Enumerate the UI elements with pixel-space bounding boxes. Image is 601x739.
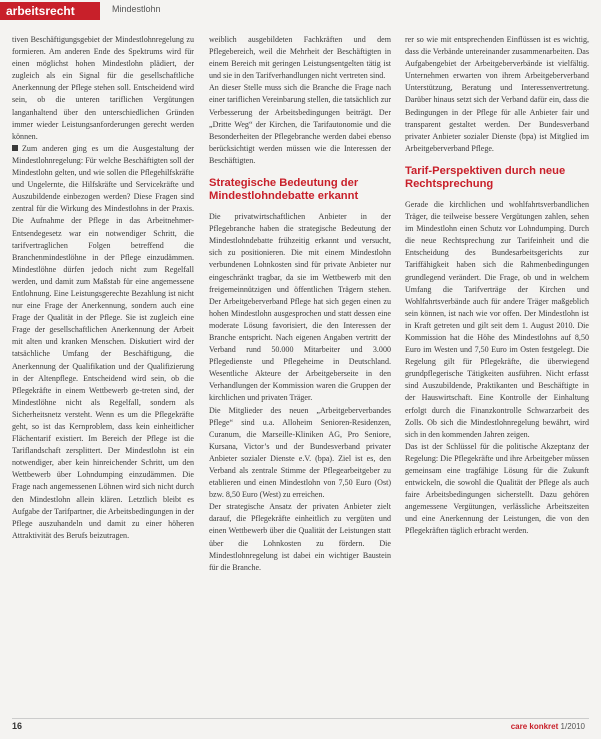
subheading: Strategische Bedeutung der Mindestlohndebatte erkannt bbox=[209, 177, 359, 203]
page-footer bbox=[0, 718, 601, 739]
paragraph-text: Zum anderen ging es um die Ausgestaltung der Mindestlohnregelung: Für welche Beschäftigten soll der Mindestlohn gelten, und wie sollen die Pflegehilfskräfte und Ungelernte, die Hilfskräfte und Servicekräfte und Auszubildende einbezogen werden? Diese Fragen sind zentral für die Wirkung des Mindestlohns in der Praxis. Die Aufnahme der Pflege in das Arbeitnehmer-Entsendegesetz war ein notwendiger Schritt, die tarifvertraglichen Folgen betreffend die Branchenmindestlöhne in der Pflege einzudämmen. Mindestlöhne dürfen jedoch nicht zum Regelfall werden, und damit zum Maßstab für eine angemessene Entlohnung. Eine Leistungsgerechte Bezahlung ist nicht nur eine Frage der Anerkennung, sondern auch eine Frage der Qualität in der Pflege. Sie ist zugleich eine Frage der gesellschaftlichen Anerkennung der Arbeit mit alten und kranken Menschen. Diskutiert wird der tatsächliche Umfang der Beschäftigung, die Anerkennung der Qualifikation und der Qualifizierung in der Altenpflege. Entscheidend wird sein, ob die Pflegekräfte in einem Wettbewerb ge-treten sind, der Mindestlöhne nicht als Regelfall, sondern als Sicherheitsnetz versteht. Wenn es um die Pflegekräfte geht, so ist das Kernproblem, dass kein einheitlicher Flächentarif existiert. Im Bereich der Pflege ist die Tariflandschaft zersplittert. Der Mindestlohn ist ein notwendiger, aber kein hinreichender Schritt, um den Wettbewerb über Lohndumping einzudämmen. Die Frage nach angemessenen Löhnen wird sich nicht durch den Mindestlohn allein klären. Letztlich bleibt es Aufgabe der Tarifpartner, die Arbeitsbedingungen in der Pflege auszuhandeln und damit zu einer höheren Attraktivität des Berufs beizutragen. bbox=[12, 143, 194, 540]
paragraph: An dieser Stelle muss sich die Branche die Frage nach einer tariflichen Vereinbarung stellen, die tatsächlich zur Verbesserung der Arbeitsbedingungen beiträgt. Der „Dritte Weg“ der Kirchen, die Tarifautonomie und die Besonderheiten der Pflegebranche werden dabei ebenso berücksichtigt werden müssen wie die Interessen der Beschäftigten. bbox=[209, 83, 391, 165]
publication-name: care konkret bbox=[510, 722, 559, 731]
paragraph: Der strategische Ansatz der privaten Anbieter zielt darauf, die Pflegekräfte einheitlich zu vergüten und einen Wettbewerb über die Qualität der Leistungen statt über die Lohnkosten zu fördern. Die Mindestlohnregelung ist dabei ein wichtiger Baustein für die Branche. bbox=[209, 502, 391, 572]
text-column-2 bbox=[209, 34, 391, 574]
paragraph: Gerade die kirchlichen und wohlfahrtsverbandlichen Träger, die teilweise bessere Vergütungen zahlen, sehen im Mindestlohn einen Schutz vor Lohndumping. Durch die neue Rechtsprechung zur Tarifeinheit und die Entscheidung des Bundesarbeitsgerichts zur Tariffähigkeit haben sich die Rahmenbedingungen grundlegend verändert. Die Frage, ob und in welchem Umfang die Tarifverträge der Kirchen und Wohlfahrtsverbände auch für andere Träger maßgeblich sein können, ist nach wie vor offen. Der Mindestlohn ist in Kraft getreten und gilt seit dem 1. August 2010. Die Kommission hat die Höhe des Mindestlohns auf 8,50 Euro im Westen und 7,50 Euro im Osten festgelegt. Die Regelung gilt für Pflegekräfte, die überwiegend grundpflegerische Tätigkeiten ausführen. Nicht erfasst sind Auszubildende, Praktikanten und Beschäftigte in der Hauswirtschaft. Eine Kontrolle der Einhaltung erfolgt durch die Finanzkontrolle Schwarzarbeit des Zolls. Ob sich die Mindestlohnregelung bewährt, wird sich in den kommenden Jahren zeigen. bbox=[405, 199, 589, 439]
subheading: Tarif-Perspektiven durch neue Rechtsprechung bbox=[405, 164, 566, 190]
issue-number: 1/2010 bbox=[560, 722, 585, 731]
paragraph: tiven Beschäftigungsgebiet der Mindestlohnregelung zu formieren. Am anderen Ende des Spektrums wird für einen möglichst hohen Mindestlohn plädiert, der zugleich als ein Signal für die gesellschaftliche Anerkennung der Pflege stehen soll. Entscheidend wird sein, ob die unteren tariflichen Vergütungen langanhaltend über den unterschiedlichen Gründen immer wieder Leistungsanforderungen gerecht werden können. bbox=[12, 35, 194, 141]
section-tag: arbeitsrecht bbox=[0, 2, 100, 20]
paragraph: Das ist der Schlüssel für die politische Akzeptanz der Regelung: Die Pflegekräfte und ihre Arbeitgeber müssen gemeinsam eine tragfähige Lösung für die Zukunft entwickeln, die sowohl die Qualität der Pflege als auch faire Arbeitsbedingungen sicherstellt. Dazu gehören angemessene Vergütungen, verlässliche Arbeitszeiten und eine Anerkennung der Leistungen, die von den Pflegekräften täglich erbracht werden. bbox=[405, 441, 589, 536]
paragraph: Die privatwirtschaftlichen Anbieter in der Pflegebranche haben die strategische Bedeutung der Mindestlohndebatte frühzeitig erkannt und versucht, sich zu positionieren. Die mit einem Mindestlohn verbundenen Lohnkosten sind für private Anbieter nur eingeschränkt tragbar, da sie im Wettbewerb mit den freigemeinnützigen und öffentlichen Trägern stehen. Der Arbeitgeberverband Pflege hat sich gegen einen zu hohen Mindestlohn ausgesprochen und statt dessen eine moderate Lösung favorisiert, die den Interessen der Branche entspricht. Nach eigenen Angaben vertritt der Verband rund 50.000 Mitarbeiter und 3.000 Pflegedienste und Pflegeheime in Deutschland. Wesentliche Akteure der Arbeitgeberseite in den Verhandlungen der Kommission waren die Gruppen der kirchlichen und privaten Träger. bbox=[209, 212, 391, 403]
paragraph: Die Mitglieder des neuen „Arbeitgeberverbandes Pflege“ sind u.a. Alloheim Senioren-Residenzen, Curanum, die Marseille-Kliniken AG, Pro Seniore, Kursana, Victor’s und der Bundesverband privater Anbieter sozialer Dienste e.V. (bpa). Ziel ist es, den Verband als zentrale Stimme der Pflegearbeitgeber zu etablieren und einen Mindestlohn von 7,50 Euro (Ost) bzw. 8,50 Euro (West) zu erreichen. bbox=[209, 405, 391, 500]
page-header bbox=[0, 0, 601, 22]
paragraph: weiblich ausgebildeten Fachkräften und dem Pflegebereich, weil die Mehrheit der Beschäftigten in einem Bereich mit geringen Leistungsentgelten tätig ist und sie in den Tarifverhandlungen nicht vertreten sind. bbox=[209, 35, 391, 81]
page-number: 16 bbox=[12, 721, 23, 731]
square-bullet-icon bbox=[12, 145, 18, 151]
text-column-1 bbox=[12, 34, 194, 542]
bullet-paragraph bbox=[12, 143, 194, 542]
section-subtitle: Mindestlohn bbox=[112, 4, 161, 14]
publication-info bbox=[511, 722, 585, 731]
footer-divider bbox=[12, 718, 589, 719]
paragraph: rer so wie mit entsprechenden Einflüssen ist es wichtig, dass die Verbände untereinander zusammenarbeiten. Das Aufgabengebiet der Arbeitgeberverbände ist vielfältig. Unternehmen erwarten von ihrem Arbeitgeberverband Unterstützung, Beratung und Interessenvertretung. Darüber hinaus setzt sich der Verband dafür ein, dass die Bedingungen in der Pflege für alle Anbieter fair und transparent gestaltet werden. Der Bundesverband privater Anbieter sozialer Dienste (bpa) ist Mitglied im Arbeitgeberverband Pflege. bbox=[405, 35, 589, 153]
text-column-3 bbox=[405, 34, 589, 538]
